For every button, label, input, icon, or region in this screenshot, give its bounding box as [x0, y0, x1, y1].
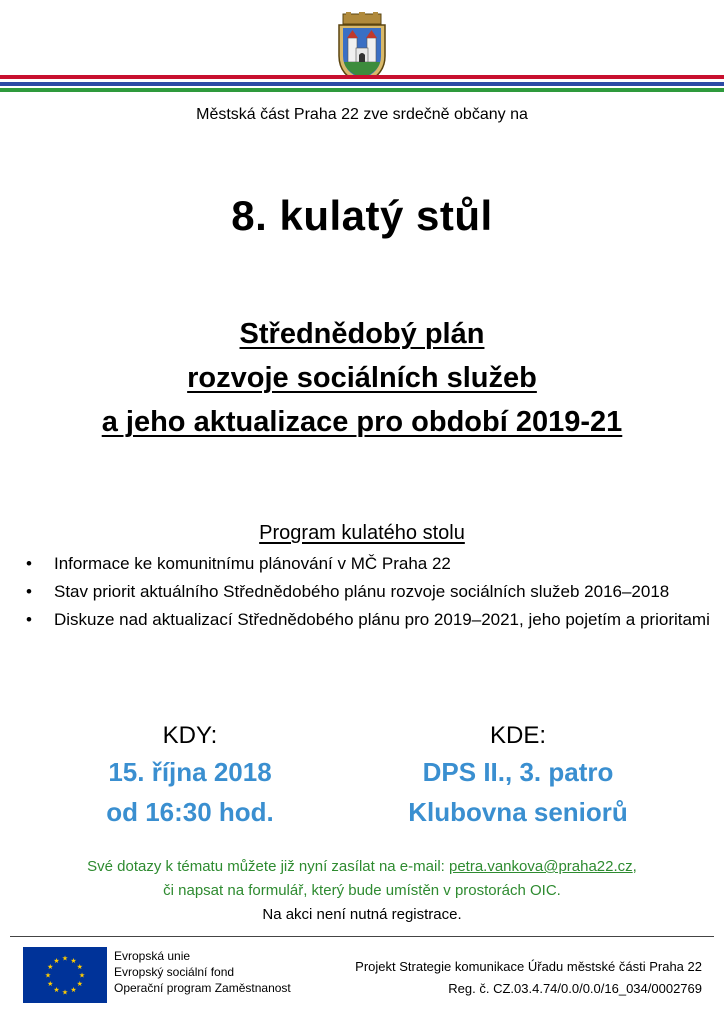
- contact-form-note: či napsat na formulář, který bude umístěn v prostorách OIC.: [163, 882, 561, 899]
- eu-star-icon: ★: [47, 964, 54, 971]
- registration-note: Na akci není nutná registrace.: [262, 906, 462, 923]
- eu-star-icon: ★: [53, 987, 60, 995]
- subtitle-line: Střednědobý plán: [239, 318, 485, 350]
- when-label: KDY:: [162, 722, 218, 749]
- eu-star-icon: ★: [61, 955, 69, 963]
- list-item: • Stav priorit aktuálního Střednědobého plánu rozvoje sociálních služeb 2016–2018: [26, 580, 716, 604]
- project-info: Projekt Strategie komunikace Úřadu městské části Praha 22 Reg. č. CZ.03.4.74/0.0/0.0/16_034/0002769: [355, 959, 702, 996]
- event-room: Klubovna seniorů: [408, 797, 628, 827]
- eu-star-icon: ★: [44, 972, 52, 980]
- eu-star-icon: ★: [70, 957, 77, 965]
- eu-star-icon: ★: [61, 989, 69, 997]
- eu-star-icon: ★: [78, 972, 86, 980]
- email-link[interactable]: petra.vankova@praha22.cz: [448, 858, 633, 875]
- eu-star-icon: ★: [76, 981, 83, 988]
- eu-program-text: Evropská unie Evropský sociální fond Operační program Zaměstnanost: [114, 949, 291, 995]
- event-time: od 16:30 hod.: [106, 797, 274, 827]
- where-label: KDE:: [489, 722, 546, 749]
- subtitle-line: rozvoje sociálních služeb: [187, 362, 537, 394]
- contact-info: Své dotazy k tématu můžete již nyní zasílat na e-mail: petra.vankova@praha22.cz, či napsat na formulář, který bude umístěn v prostorách OIC. Na akci není nutná registrace.: [0, 855, 724, 927]
- event-subtitle: [0, 312, 724, 444]
- eu-star-icon: ★: [53, 957, 60, 965]
- footer-divider: [10, 936, 714, 937]
- eu-flag-icon: [23, 947, 107, 1003]
- tricolor-stripes: [0, 70, 724, 96]
- list-item: • Diskuze nad aktualizací Střednědobého plánu pro 2019–2021, jeho pojetím a prioritami: [26, 608, 716, 632]
- green-stripe: [0, 88, 724, 92]
- eu-star-icon: ★: [76, 964, 83, 971]
- program-list: [26, 552, 716, 636]
- event-date: 15. října 2018: [108, 757, 272, 787]
- eu-star-icon: ★: [47, 981, 54, 988]
- bullet-icon: •: [26, 610, 32, 629]
- bullet-icon: •: [26, 554, 32, 573]
- eu-star-icon: ★: [70, 987, 77, 995]
- list-item: • Informace ke komunitnímu plánování v MČ Praha 22: [26, 552, 716, 576]
- invitation-line: Městská část Praha 22 zve srdečně občany na: [196, 106, 528, 123]
- program-heading: Program kulatého stolu: [259, 522, 465, 544]
- subtitle-line: a jeho aktualizace pro období 2019-21: [101, 406, 623, 438]
- event-venue: DPS II., 3. patro: [422, 757, 614, 787]
- page-title: 8. kulatý stůl: [231, 192, 493, 239]
- bullet-icon: •: [26, 582, 32, 601]
